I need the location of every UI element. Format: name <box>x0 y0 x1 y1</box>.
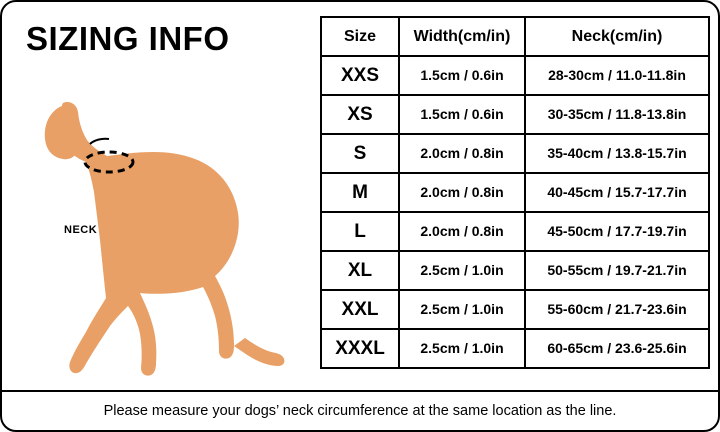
cell-size: S <box>321 134 399 173</box>
table-row <box>321 212 709 251</box>
table-row <box>321 134 709 173</box>
cell-neck: 55-60cm / 21.7-23.6in <box>525 290 709 329</box>
cell-size: XXS <box>321 56 399 95</box>
table-row <box>321 290 709 329</box>
neck-label: NECK <box>64 224 98 236</box>
illustration-panel <box>2 2 312 392</box>
footer-note: Please measure your dogs’ neck circumference at the same location as the line. <box>103 403 617 419</box>
cell-neck: 60-65cm / 23.6-25.6in <box>525 329 709 368</box>
dog-illustration <box>16 84 306 384</box>
footer-note-bar <box>2 390 718 430</box>
column-header-size: Size <box>321 17 399 56</box>
cell-width: 1.5cm / 0.6in <box>399 56 525 95</box>
size-table <box>320 16 710 369</box>
cell-neck: 35-40cm / 13.8-15.7in <box>525 134 709 173</box>
cell-size: XL <box>321 251 399 290</box>
dog-silhouette-icon <box>16 84 306 384</box>
cell-width: 2.0cm / 0.8in <box>399 173 525 212</box>
cell-neck: 45-50cm / 17.7-19.7in <box>525 212 709 251</box>
cell-size: XXL <box>321 290 399 329</box>
cell-width: 2.5cm / 1.0in <box>399 251 525 290</box>
cell-size: M <box>321 173 399 212</box>
size-table-wrapper <box>320 16 708 369</box>
cell-width: 2.5cm / 1.0in <box>399 290 525 329</box>
column-header-neck: Neck(cm/in) <box>525 17 709 56</box>
cell-size: XS <box>321 95 399 134</box>
cell-size: XXXL <box>321 329 399 368</box>
cell-size: L <box>321 212 399 251</box>
cell-neck: 50-55cm / 19.7-21.7in <box>525 251 709 290</box>
table-row <box>321 329 709 368</box>
cell-neck: 40-45cm / 15.7-17.7in <box>525 173 709 212</box>
cell-neck: 28-30cm / 11.0-11.8in <box>525 56 709 95</box>
column-header-width: Width(cm/in) <box>399 17 525 56</box>
table-row <box>321 95 709 134</box>
cell-neck: 30-35cm / 11.8-13.8in <box>525 95 709 134</box>
cell-width: 2.0cm / 0.8in <box>399 212 525 251</box>
cell-width: 2.5cm / 1.0in <box>399 329 525 368</box>
table-row <box>321 251 709 290</box>
page-title: SIZING INFO <box>26 20 230 57</box>
cell-width: 2.0cm / 0.8in <box>399 134 525 173</box>
cell-width: 1.5cm / 0.6in <box>399 95 525 134</box>
table-row <box>321 56 709 95</box>
table-header-row <box>321 17 709 56</box>
table-row <box>321 173 709 212</box>
